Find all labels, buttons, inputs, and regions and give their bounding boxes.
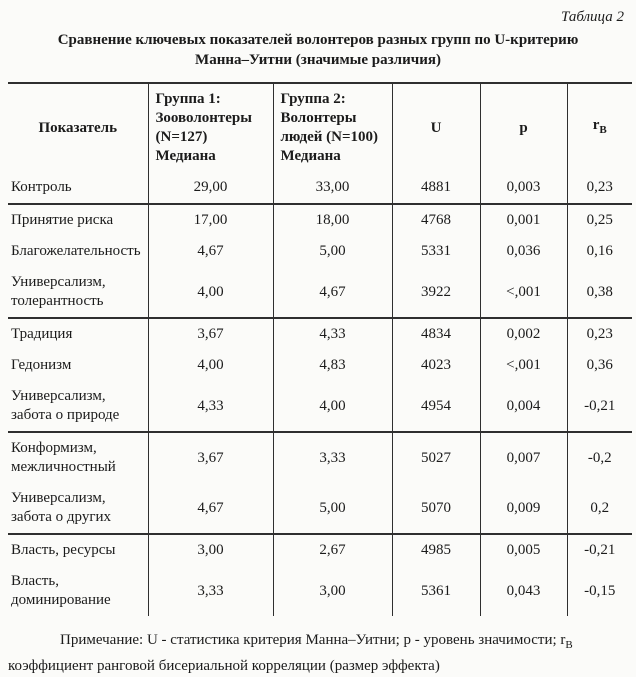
cell-value: 5070 — [392, 483, 480, 534]
table-row — [8, 566, 632, 616]
cell-value: 3,33 — [273, 432, 392, 483]
cell-value: 4,00 — [148, 267, 273, 318]
cell-value: 0,23 — [567, 172, 632, 204]
cell-value: 5361 — [392, 566, 480, 616]
column-header-group2: Группа 2: Волонтеры людей (N=100) Медиана — [273, 83, 392, 172]
cell-value: 0,003 — [480, 172, 567, 204]
cell-value: 4954 — [392, 381, 480, 432]
cell-value: 3922 — [392, 267, 480, 318]
cell-value: 3,33 — [148, 566, 273, 616]
table-row — [8, 432, 632, 483]
cell-value: 4,67 — [273, 267, 392, 318]
footnote-text: Примечание: U - статистика критерия Манна–Уитни; p - уровень значимости; r — [60, 632, 566, 648]
cell-value: 0,36 — [567, 350, 632, 381]
row-label: Власть, ресурсы — [11, 542, 116, 558]
cell-value: 5,00 — [273, 236, 392, 267]
table-footnote — [8, 630, 628, 677]
row-label: Традиция — [11, 326, 73, 342]
cell-value: 0,16 — [567, 236, 632, 267]
row-label: Универсализм, забота о природе — [8, 381, 148, 432]
table-row — [8, 204, 632, 236]
column-header-rb — [567, 83, 632, 172]
footnote-line-2: коэффициент ранговой бисериальной корреляции (размер эффекта) — [8, 658, 440, 674]
cell-value: 18,00 — [273, 204, 392, 236]
table-row — [8, 350, 632, 381]
row-label: Принятие риска — [11, 212, 114, 228]
table-header — [8, 83, 632, 172]
cell-value: 4,33 — [273, 318, 392, 350]
cell-value: 33,00 — [273, 172, 392, 204]
row-label: Конформизм, межличностный — [11, 440, 116, 475]
cell-value: 4,33 — [148, 381, 273, 432]
cell-value: 5,00 — [273, 483, 392, 534]
cell-value: -0,15 — [567, 566, 632, 616]
cell-value: 5331 — [392, 236, 480, 267]
column-header-group1: Группа 1: Зооволонтеры (N=127) Медиана — [148, 83, 273, 172]
cell-value: -0,2 — [567, 432, 632, 483]
column-header-p: p — [480, 83, 567, 172]
table-row — [8, 236, 632, 267]
cell-value: <,001 — [480, 267, 567, 318]
footnote-rb-subscript: В — [565, 639, 573, 651]
table-row — [8, 267, 632, 318]
rb-base: r — [592, 117, 600, 133]
cell-value: 4834 — [392, 318, 480, 350]
cell-value: 2,67 — [273, 534, 392, 566]
table-body — [8, 172, 632, 616]
cell-value: 5027 — [392, 432, 480, 483]
table-caption: Сравнение ключевых показателей волонтеров разных групп по U-критерию Манна–Уитни (значимые различия) — [57, 32, 579, 68]
column-header-indicator: Показатель — [38, 119, 118, 136]
cell-value: 0,007 — [480, 432, 567, 483]
column-header-u: U — [392, 83, 480, 172]
cell-value: 4023 — [392, 350, 480, 381]
cell-value: 0,009 — [480, 483, 567, 534]
row-label: Контроль — [8, 172, 148, 204]
rb-subscript: В — [599, 124, 607, 136]
cell-value: 3,67 — [148, 432, 273, 483]
cell-value: 4881 — [392, 172, 480, 204]
cell-value: 3,00 — [273, 566, 392, 616]
table-row — [8, 381, 632, 432]
row-label: Универсализм, забота о других — [8, 483, 148, 534]
row-label: Гедонизм — [11, 357, 72, 373]
cell-value: 0,25 — [567, 204, 632, 236]
cell-value: 4,00 — [273, 381, 392, 432]
cell-value: <,001 — [480, 350, 567, 381]
cell-value: 4768 — [392, 204, 480, 236]
cell-value: 17,00 — [148, 204, 273, 236]
cell-value: 29,00 — [148, 172, 273, 204]
table-row — [8, 318, 632, 350]
row-label: Благожелательность — [11, 243, 141, 259]
footnote-line-1 — [8, 630, 624, 656]
cell-value: 4,00 — [148, 350, 273, 381]
cell-value: 0,23 — [567, 318, 632, 350]
table-row — [8, 483, 632, 534]
header-row — [8, 83, 632, 172]
cell-value: 0,2 — [567, 483, 632, 534]
row-label: Власть, доминирование — [11, 573, 111, 608]
cell-value: 0,004 — [480, 381, 567, 432]
cell-value: 0,002 — [480, 318, 567, 350]
cell-value: 0,036 — [480, 236, 567, 267]
cell-value: 0,001 — [480, 204, 567, 236]
cell-value: 4,83 — [273, 350, 392, 381]
cell-value: 4,67 — [148, 236, 273, 267]
cell-value: -0,21 — [567, 534, 632, 566]
cell-value: 3,00 — [148, 534, 273, 566]
table-number-label: Таблица 2 — [561, 9, 624, 25]
cell-value: 4985 — [392, 534, 480, 566]
cell-value: -0,21 — [567, 381, 632, 432]
document-table — [8, 82, 632, 616]
cell-value: 4,67 — [148, 483, 273, 534]
cell-value: 0,043 — [480, 566, 567, 616]
table-row — [8, 172, 632, 204]
row-label: Универсализм, толерантность — [8, 267, 148, 318]
cell-value: 3,67 — [148, 318, 273, 350]
cell-value: 0,005 — [480, 534, 567, 566]
table-row — [8, 534, 632, 566]
cell-value: 0,38 — [567, 267, 632, 318]
